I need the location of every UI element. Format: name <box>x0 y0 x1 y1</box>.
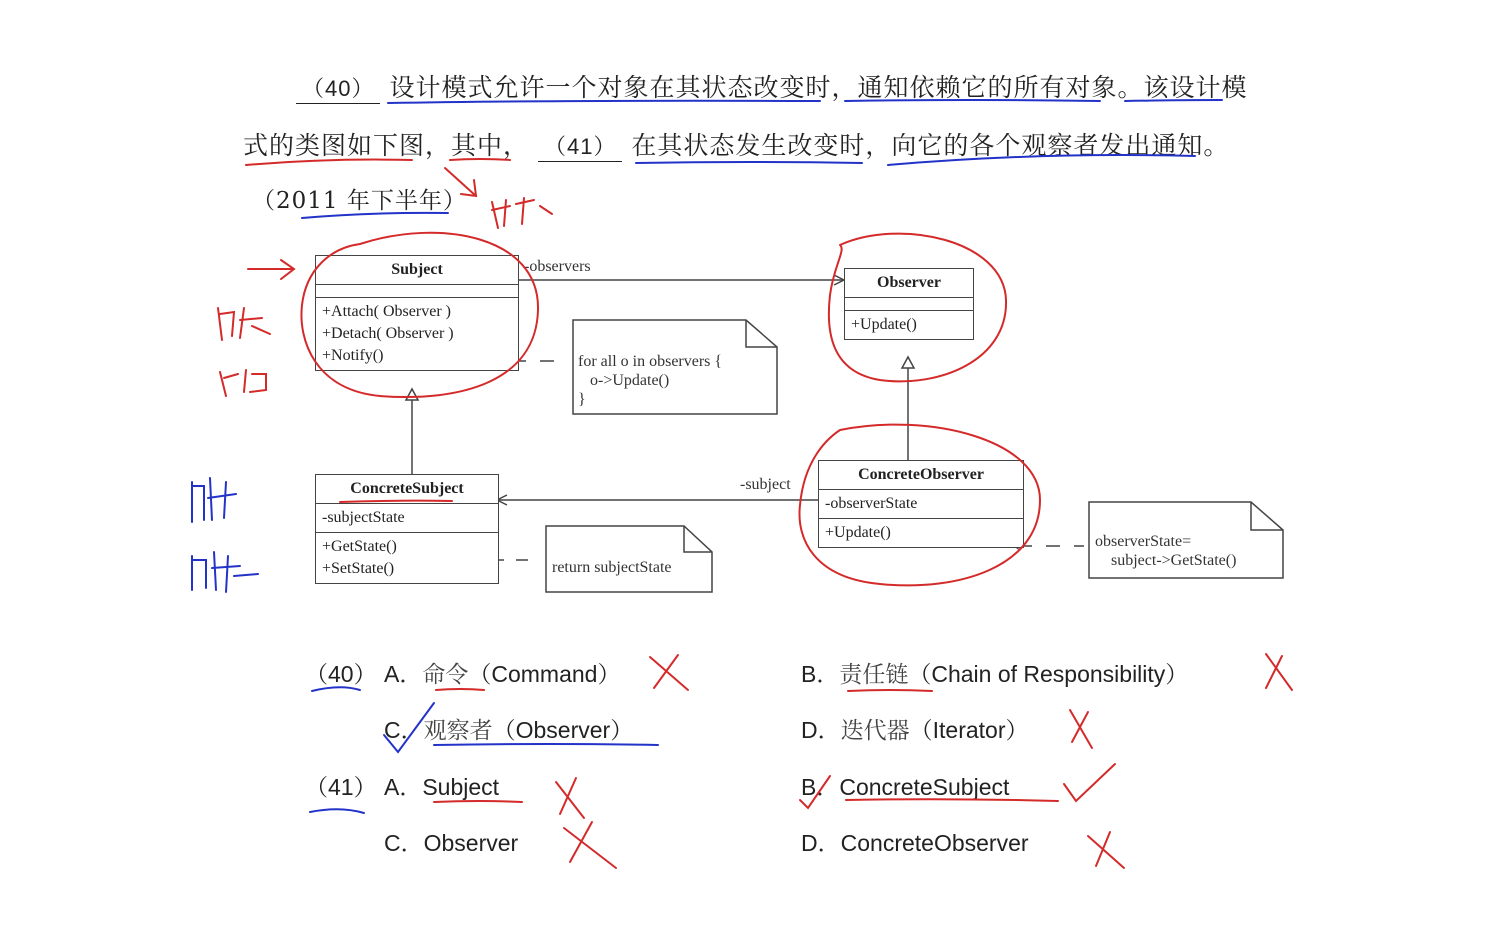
q40-label: （40） <box>305 661 377 687</box>
red-underline <box>848 690 932 691</box>
cross-icon <box>1266 654 1292 690</box>
option-letter: B． <box>801 661 840 687</box>
note-getstate: return subjectState <box>552 559 672 576</box>
blue-underline <box>636 162 862 163</box>
blue-underline <box>845 100 1100 101</box>
option-zh: 迭代器 <box>840 718 910 744</box>
note-notify: for all o in observers { o->Update() } <box>578 353 723 408</box>
check-icon <box>384 703 434 752</box>
note-update: observerState= subject->GetState() <box>1095 533 1237 569</box>
blue-underline <box>388 101 820 103</box>
method: +Notify() <box>322 347 384 364</box>
method: +Update() <box>825 524 891 541</box>
class-observer-name: Observer <box>845 269 973 298</box>
assoc-label-observers: -observers <box>524 258 591 275</box>
circle-concrete-observer <box>799 425 1040 586</box>
circle-subject <box>301 233 538 397</box>
q41-label: （41） <box>305 774 377 800</box>
assoc-label-subject: -subject <box>740 476 791 493</box>
option-text: Observer <box>423 830 519 856</box>
handwriting-chouxiang <box>218 308 270 340</box>
method: +Detach( Observer ) <box>322 325 454 342</box>
option-en: （Chain of Responsibility） <box>908 661 1189 687</box>
check-icon <box>1064 764 1115 801</box>
option-letter: A． <box>384 774 423 800</box>
handwriting-jiekou <box>220 370 266 396</box>
cross-icon <box>1088 832 1124 868</box>
cross-icon <box>650 655 688 690</box>
blue-underline <box>310 809 364 813</box>
arrow-down-icon <box>445 168 476 196</box>
handwriting-mubiao <box>192 552 258 592</box>
blue-underline <box>302 213 448 218</box>
option-en: （Observer） <box>492 717 634 743</box>
red-underline <box>450 159 510 160</box>
blank-41: （41） <box>538 130 622 162</box>
circle-observer <box>829 234 1006 382</box>
option-zh: 命令 <box>422 662 469 688</box>
option-text: ConcreteSubject <box>839 774 1010 800</box>
blue-underline <box>312 687 360 691</box>
cross-icon <box>1070 710 1092 748</box>
handwriting-suoshi <box>492 198 552 228</box>
question-text-1: 设计模式允许一个对象在其状态改变时，通知依赖它的所有对象。该设计模 <box>389 73 1248 102</box>
arrow-right-icon <box>248 260 294 279</box>
method: +Attach( Observer ) <box>322 303 451 320</box>
class-subject-name: Subject <box>316 256 518 285</box>
option-letter: C． <box>384 830 424 856</box>
question-text-2b: 在其状态发生改变时，向它的各个观察者发出通知。 <box>631 131 1230 160</box>
option-letter: D． <box>801 717 841 743</box>
method: +SetState() <box>322 560 395 577</box>
option-zh: 观察者 <box>423 718 493 744</box>
option-text: Subject <box>422 774 500 800</box>
question-text-2a: 式的类图如下图，其中， <box>243 131 530 160</box>
class-concrete-observer-name: ConcreteObserver <box>819 461 1023 490</box>
blue-underline <box>888 155 1195 165</box>
red-underline <box>846 799 1058 801</box>
red-underline <box>246 160 412 165</box>
red-underline <box>434 801 522 802</box>
question-source: （2011 年下半年） <box>252 188 467 214</box>
check-icon <box>800 776 830 808</box>
option-letter: B． <box>801 774 840 800</box>
red-underline <box>436 689 484 690</box>
handwriting-juti <box>192 478 236 522</box>
attribute: -subjectState <box>322 509 405 526</box>
option-letter: A． <box>384 661 423 687</box>
blue-underline <box>1125 100 1222 101</box>
blank-40: （40） <box>296 72 380 104</box>
class-concrete-subject-name: ConcreteSubject <box>316 475 498 504</box>
option-zh: 责任链 <box>839 662 909 688</box>
option-en: （Command） <box>468 661 621 687</box>
option-letter: C． <box>384 717 424 743</box>
method: +GetState() <box>322 538 397 555</box>
attribute: -observerState <box>825 495 918 512</box>
option-text: ConcreteObserver <box>840 830 1029 856</box>
method: +Update() <box>851 316 917 333</box>
option-letter: D． <box>801 830 841 856</box>
option-en: （Iterator） <box>909 717 1029 743</box>
cross-icon <box>564 822 616 868</box>
cross-icon <box>556 778 584 818</box>
blue-underline <box>434 744 658 745</box>
red-underline <box>340 501 452 502</box>
